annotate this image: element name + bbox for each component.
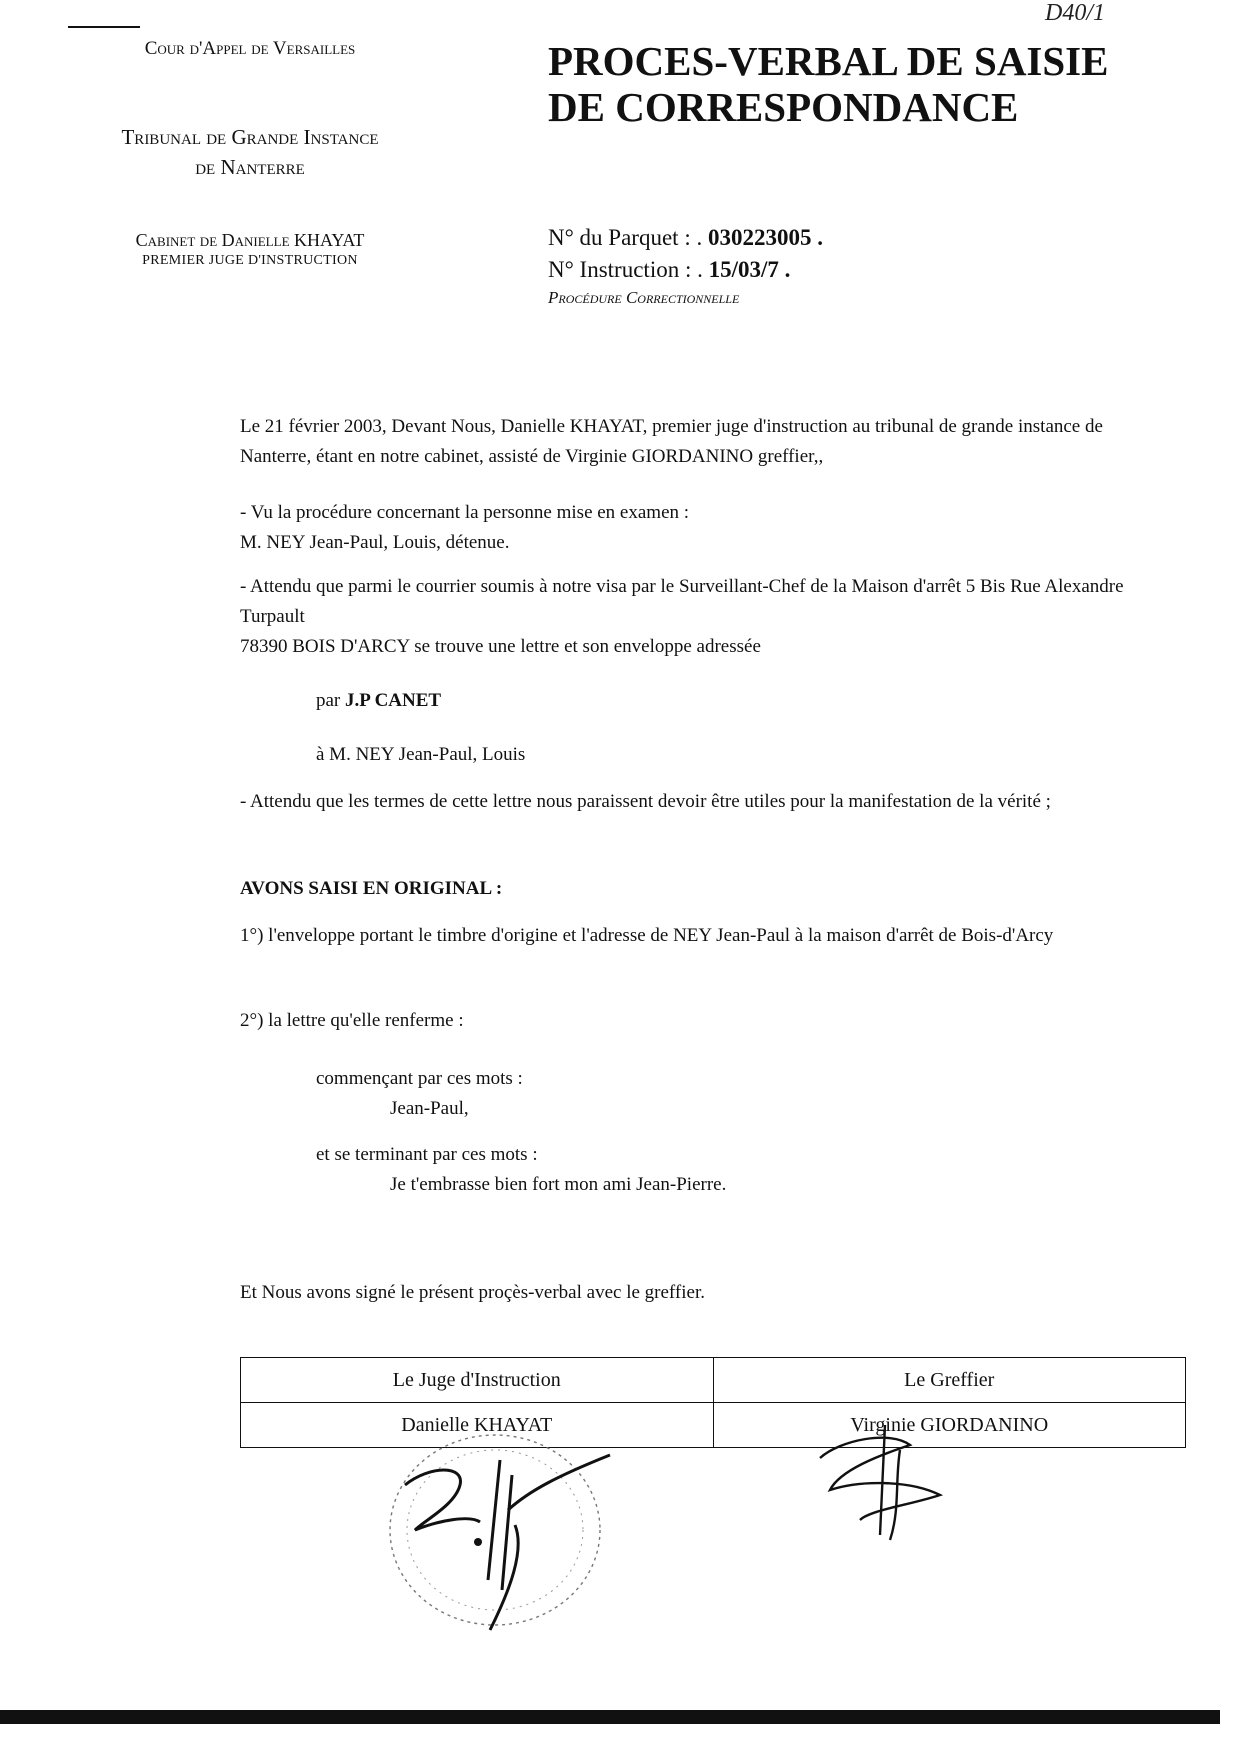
paragraph-person	[240, 498, 1170, 558]
clerk-title-cell: Le Greffier	[713, 1358, 1186, 1403]
clerk-name-cell: Virginie GIORDANINO	[713, 1403, 1186, 1448]
paragraph-mail	[240, 572, 1170, 662]
judge-name-cell: Danielle KHAYAT	[241, 1403, 714, 1448]
case-references	[548, 222, 823, 310]
cabinet-name: Danielle KHAYAT	[221, 230, 365, 250]
starts-words: Jean-Paul,	[390, 1098, 469, 1119]
procedure-type: Procédure Correctionnelle	[548, 288, 740, 307]
seized-heading: AVONS SAISI EN ORIGINAL :	[240, 878, 503, 899]
sender-name: J.P CANET	[345, 690, 442, 711]
ends-words: Je t'embrasse bien fort mon ami Jean-Pierre.	[390, 1174, 727, 1195]
header-rule	[68, 26, 140, 28]
recipient-line: à M. NEY Jean-Paul, Louis	[316, 744, 526, 765]
table-row	[241, 1358, 1186, 1403]
judge-signature-icon	[360, 1430, 620, 1650]
court-name: Cour d'Appel de Versailles	[144, 38, 356, 59]
parquet-number: 030223005 .	[707, 225, 823, 250]
title-line2: DE CORRESPONDANCE	[548, 84, 1019, 130]
sender-prefix: par	[316, 690, 346, 711]
seized-item-1: 1°) l'enveloppe portant le timbre d'origine et l'adresse de NEY Jean-Paul à la maison d'arrêt de Bois-d'Arcy	[240, 925, 1054, 946]
ends-label: et se terminant par ces mots :	[316, 1144, 538, 1165]
closing-statement: Et Nous avons signé le présent proçès-verbal avec le greffier.	[240, 1282, 705, 1303]
person-name: M. NEY Jean-Paul, Louis, détenue.	[240, 532, 510, 553]
tribunal-line1: Tribunal de Grande Instance	[121, 125, 379, 149]
parquet-label: N° du Parquet : .	[548, 225, 708, 250]
cabinet-block	[60, 230, 440, 269]
starts-block	[240, 1064, 1240, 1124]
clerk-signature-icon	[800, 1410, 970, 1560]
starts-label: commençant par ces mots :	[316, 1068, 523, 1089]
sender-line	[240, 686, 1240, 716]
paragraph-utility: - Attendu que les termes de cette lettre nous paraissent devoir être utiles pour la manifestation de la vérité ;	[240, 791, 1051, 812]
ends-block	[240, 1140, 1240, 1200]
judge-title: PREMIER JUGE D'INSTRUCTION	[142, 253, 358, 268]
instruction-number: 15/03/7 .	[708, 257, 791, 282]
handwritten-ref: D40/1	[1045, 0, 1105, 26]
mail-intro: - Attendu que parmi le courrier soumis à notre visa par le Surveillant-Chef de la Maison d'arrêt 5 Bis Rue Alexandre Turpault	[240, 576, 1124, 627]
footer-rule	[0, 1710, 1220, 1724]
tribunal-line2: de Nanterre	[195, 155, 305, 179]
tribunal-name	[60, 122, 440, 182]
person-intro: - Vu la procédure concernant la personne mise en examen :	[240, 502, 690, 523]
document-title	[548, 38, 1109, 130]
seized-item-2: 2°) la lettre qu'elle renferme :	[240, 1010, 464, 1031]
judge-title-cell: Le Juge d'Instruction	[241, 1358, 714, 1403]
title-line1: PROCES-VERBAL DE SAISIE	[548, 38, 1109, 84]
mail-address: 78390 BOIS D'ARCY se trouve une lettre et son enveloppe adressée	[240, 636, 761, 657]
paragraph-opening: Le 21 février 2003, Devant Nous, Danielle KHAYAT, premier juge d'instruction au tribunal de grande instance de Nanterre, étant en notre cabinet, assisté de Virginie GIORDANINO greffier,,	[240, 416, 1103, 467]
cabinet-prefix: Cabinet de	[135, 230, 222, 250]
instruction-label: N° Instruction : .	[548, 257, 709, 282]
